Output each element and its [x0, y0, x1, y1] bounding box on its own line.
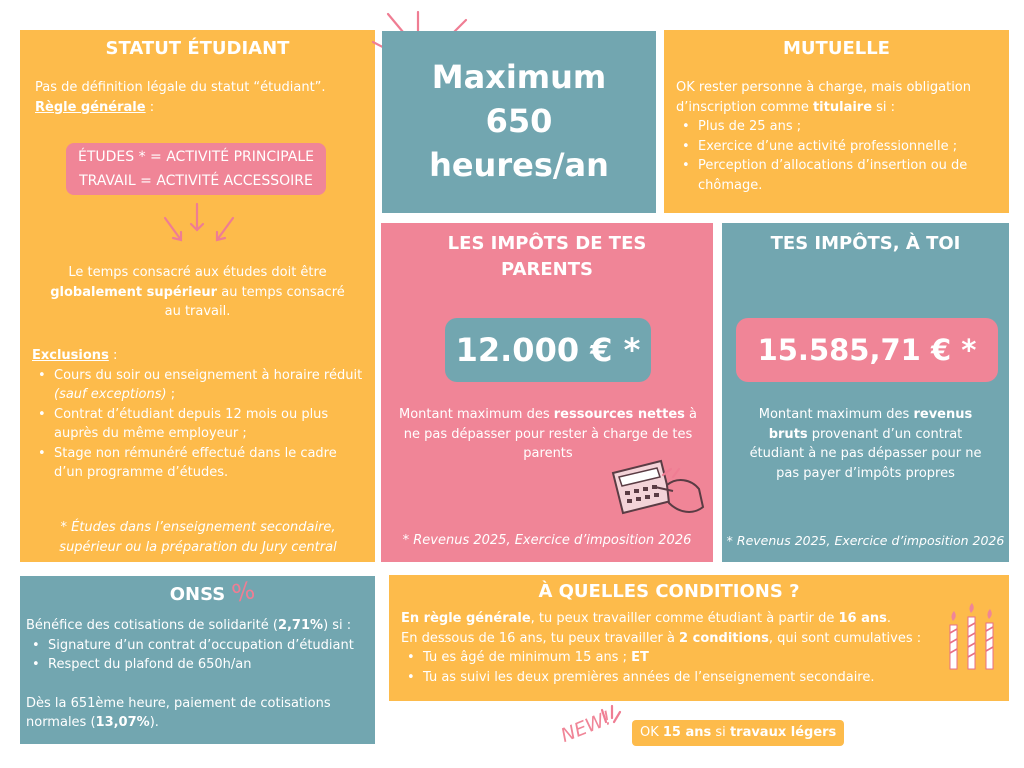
maximum-line-3: heures/an	[429, 146, 609, 184]
toi-desc	[742, 405, 989, 483]
mutuelle-item: • Plus de 25 ans ;	[676, 117, 1001, 137]
parents-desc-a: Montant maximum des	[399, 407, 554, 422]
statut-rule-suffix: :	[145, 99, 155, 115]
exclusion-item: • Cours du soir ou enseignement à horaire réduit (sauf exceptions) ;	[32, 366, 367, 405]
maximum-line-1: Maximum	[431, 58, 607, 96]
onss-item: • Respect du plafond de 650h/an	[26, 655, 371, 675]
exclusion-item: • Stage non rémunéré effectué dans le cadre d’un programme d’études.	[32, 444, 367, 483]
statut-title: STATUT ÉTUDIANT	[105, 38, 290, 59]
maximum-text	[382, 55, 656, 187]
onss-outro-c: ).	[149, 715, 159, 730]
onss-intro-c: ) si :	[323, 618, 352, 633]
toi-desc-a: Montant maximum des	[758, 407, 914, 422]
new-rule-ok: OK	[640, 725, 663, 740]
statut-main-text	[45, 263, 350, 322]
exclusions-label: Exclusions	[32, 348, 109, 363]
toi-title: TES IMPÔTS, À TOI	[770, 233, 961, 254]
new-rule-si: si	[711, 725, 730, 740]
mutuelle-title: MUTUELLE	[783, 38, 890, 59]
onss-intro-rate: 2,71%	[277, 618, 324, 633]
spark-icon	[594, 704, 624, 734]
candles-icon	[943, 599, 999, 671]
parents-title: LES IMPÔTS DE TES PARENTS	[447, 233, 647, 280]
conditions-body	[401, 609, 951, 687]
toi-amount: 15.585,71 € *	[736, 318, 998, 382]
conditions-rule-label: En règle générale	[401, 611, 531, 626]
conditions-item: • Tu as suivi les deux premières années de l’enseignement secondaire.	[401, 668, 951, 688]
maximum-hours-panel	[382, 31, 656, 213]
mutuelle-intro: OK rester personne à charge, mais obligation d’inscription comme	[676, 80, 972, 115]
onss-item: • Signature d’un contrat d’occupation d’étudiant	[26, 636, 371, 656]
exclusions-suffix: :	[108, 348, 118, 363]
new-rule-light: travaux légers	[729, 725, 837, 740]
statut-intro-text: Pas de définition légale du statut “étudiant”.	[35, 80, 326, 95]
mutuelle-titulaire: titulaire	[812, 99, 873, 115]
pill-line-1: ÉTUDES * = ACTIVITÉ PRINCIPALE	[77, 149, 315, 165]
statut-footnote: * Études dans l’enseignement secondaire, supérieur ou la préparation du Jury central	[59, 520, 337, 555]
conditions-two: 2 conditions	[679, 630, 769, 646]
conditions-l1-b: , tu peux travailler comme étudiant à partir de	[530, 611, 839, 626]
statut-text-c: au temps consacré au travail.	[164, 284, 345, 319]
onss-outro-a: Dès la 651ème heure, paiement de cotisations normales (	[26, 695, 331, 730]
conditions-title: À QUELLES CONDITIONS ?	[538, 581, 800, 602]
statut-text-a: Le temps consacré aux études doit être	[68, 265, 327, 280]
parents-footnote: * Revenus 2025, Exercice d’imposition 2026	[402, 533, 692, 548]
toi-desc-b: revenus bruts	[768, 407, 973, 442]
arrows-icon	[155, 200, 245, 255]
onss-title: ONSS	[169, 584, 226, 605]
new-rule-age: 15 ans	[662, 725, 712, 740]
onss-body	[26, 616, 371, 733]
impots-parents-panel	[381, 223, 713, 562]
statut-intro	[35, 78, 365, 117]
toi-footnote: * Revenus 2025, Exercice d’imposition 2026	[726, 533, 1005, 548]
conditions-age: 16 ans	[838, 611, 887, 626]
parents-desc-b: ressources nettes	[553, 407, 685, 422]
conditions-item: • Tu es âgé de minimum 15 ans ; ET	[401, 648, 951, 668]
exclusion-item: • Contrat d’étudiant depuis 12 mois ou plus auprès du même employeur ;	[32, 405, 367, 444]
new-label: NEW!	[557, 706, 615, 748]
maximum-line-2: 650	[485, 102, 553, 140]
statut-pill	[66, 143, 326, 195]
onss-intro-a: Bénéfice des cotisations de solidarité (	[26, 618, 278, 633]
new-rule-badge	[632, 720, 844, 746]
mutuelle-item: • Exercice d’une activité professionnelle ;	[676, 137, 1001, 157]
mutuelle-intro-end: si :	[872, 99, 896, 115]
conditions-panel	[389, 575, 1009, 701]
mutuelle-item: • Perception d’allocations d’insertion ou de chômage.	[676, 156, 1001, 195]
onss-outro-rate: 13,07%	[95, 715, 150, 730]
onss-panel	[20, 576, 375, 744]
impots-toi-panel	[722, 223, 1009, 562]
conditions-l2-c: , qui sont cumulatives :	[768, 630, 922, 646]
pill-line-2: TRAVAIL = ACTIVITÉ ACCESSOIRE	[79, 173, 313, 189]
toi-desc-c: provenant d’un contrat étudiant à ne pas dépasser pour ne pas payer d’impôts propres	[749, 426, 982, 481]
percent-icon: %	[229, 575, 258, 609]
conditions-l1-d: .	[886, 611, 892, 626]
parents-desc-c: à ne pas dépasser pour rester à charge de tes parents	[403, 407, 697, 461]
statut-exclusions	[32, 346, 367, 483]
conditions-l2-a: En dessous de 16 ans, tu peux travailler à	[401, 630, 680, 646]
statut-text-b: globalement supérieur	[50, 284, 218, 300]
statut-rule-label: Règle générale	[35, 99, 146, 115]
parents-amount: 12.000 € *	[445, 318, 651, 382]
calculator-icon	[607, 455, 707, 520]
mutuelle-panel	[664, 30, 1009, 213]
mutuelle-body	[676, 78, 1001, 195]
statut-etudiant-panel	[20, 30, 375, 562]
